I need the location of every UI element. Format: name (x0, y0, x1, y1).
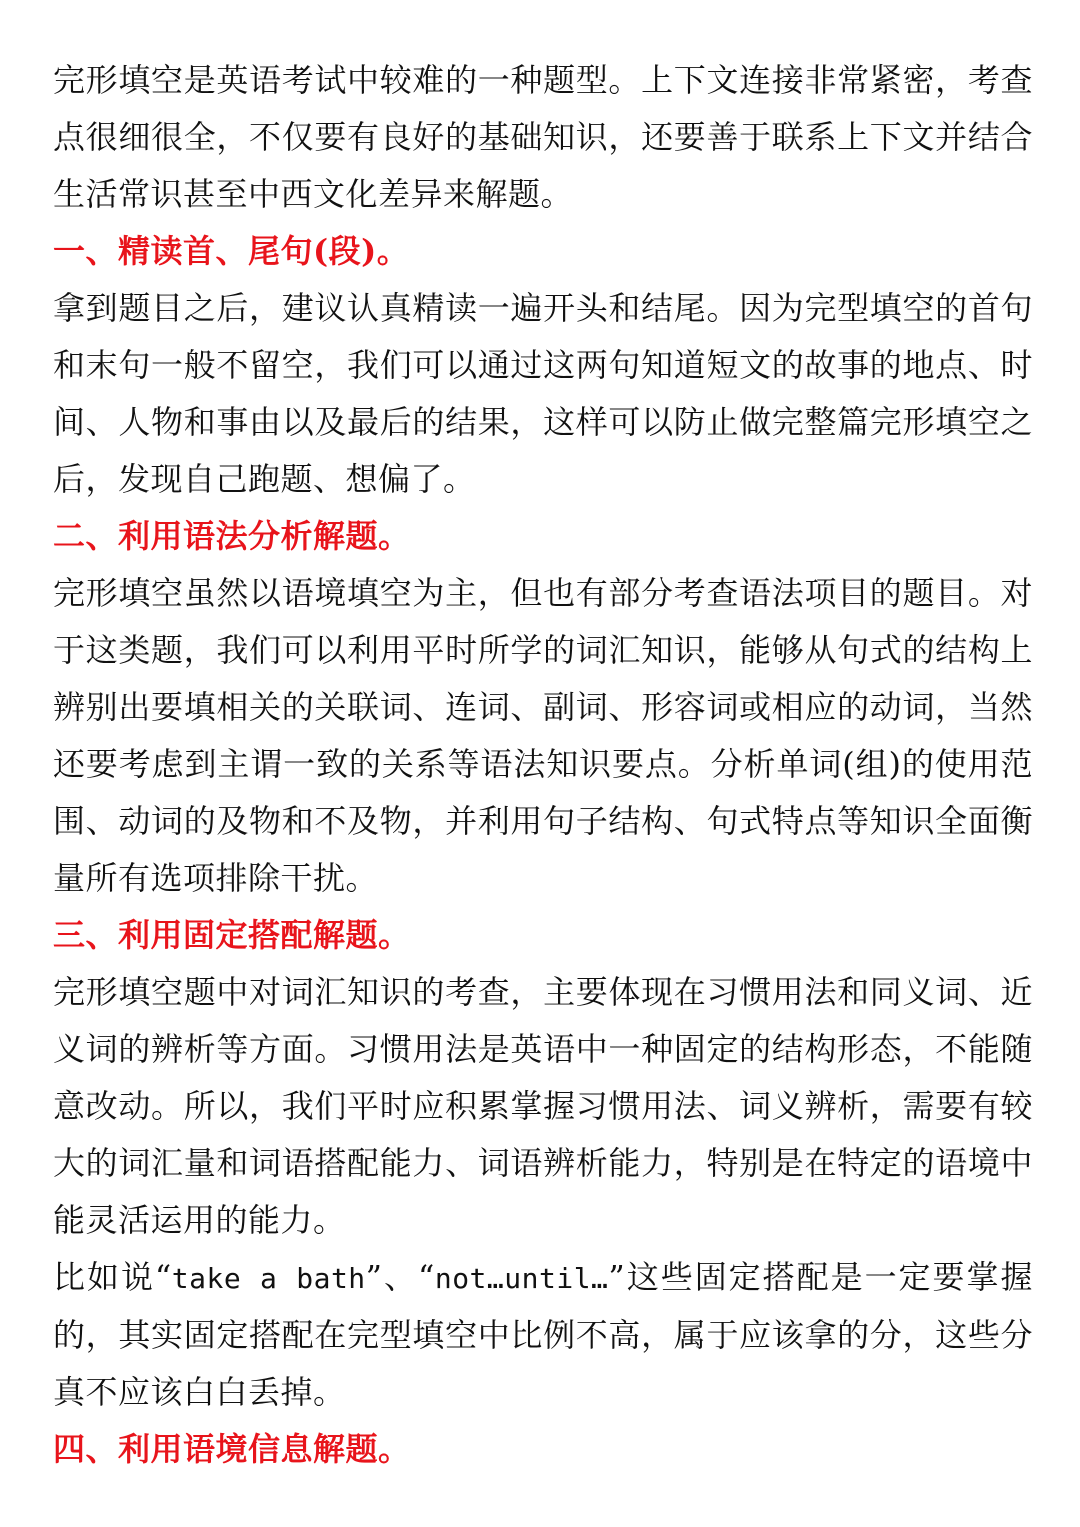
section-1-paragraph: 拿到题目之后，建议认真精读一遍开头和结尾。因为完型填空的首句和末句一般不留空，我们可以通过这两句知道短文的故事的地点、时间、人物和事由以及最后的结果，这样可以防止做完整篇完形填空之后，发现自己跑题、想偏了。 (53, 289, 1033, 498)
section-heading-3: 三、利用固定搭配解题。 (53, 916, 411, 954)
example-text-before: 比如说“ (53, 1258, 172, 1296)
section-2-paragraph: 完形填空虽然以语境填空为主，但也有部分考查语法项目的题目。对于这类题，我们可以利用平时所学的词汇知识，能够从句式的结构上辨别出要填相关的关联词、连词、副词、形容词或相应的动词，当然还要考虑到主谓一致的关系等语法知识要点。分析单词(组)的使用范围、动词的及物和不及物，并利用句子结构、句式特点等知识全面衡量所有选项排除干扰。 (53, 574, 1033, 897)
section-3-paragraph: 完形填空题中对词汇知识的考查，主要体现在习惯用法和同义词、近义词的辨析等方面。习惯用法是英语中一种固定的结构形态，不能随意改动。所以，我们平时应积累掌握习惯用法、词义辨析，需要有较大的词汇量和词语搭配能力、词语辨析能力，特别是在特定的语境中能灵活运用的能力。 (53, 973, 1033, 1239)
intro-paragraph: 完形填空是英语考试中较难的一种题型。上下文连接非常紧密，考查点很细很全，不仅要有良好的基础知识，还要善于联系上下文并结合生活常识甚至中西文化差异来解题。 (53, 61, 1033, 213)
example-text-after: ”这些固定搭配是一定要掌握的，其实固定搭配在完型填空中比例不高，属于应该拿的分，这些分真不应该白白丢掉。 (53, 1258, 1033, 1411)
section-heading-2: 二、利用语法分析解题。 (53, 517, 411, 555)
section-3-example-paragraph (53, 1249, 1033, 1421)
example-text-middle: ”、“ (365, 1258, 435, 1296)
section-heading-4: 四、利用语境信息解题。 (53, 1430, 411, 1468)
section-heading-1: 一、精读首、尾句(段)。 (53, 232, 410, 270)
article-body (53, 52, 1033, 1478)
example-phrase-take-a-bath: take a bath (171, 1262, 366, 1295)
example-phrase-not-until: not…until… (434, 1262, 609, 1295)
